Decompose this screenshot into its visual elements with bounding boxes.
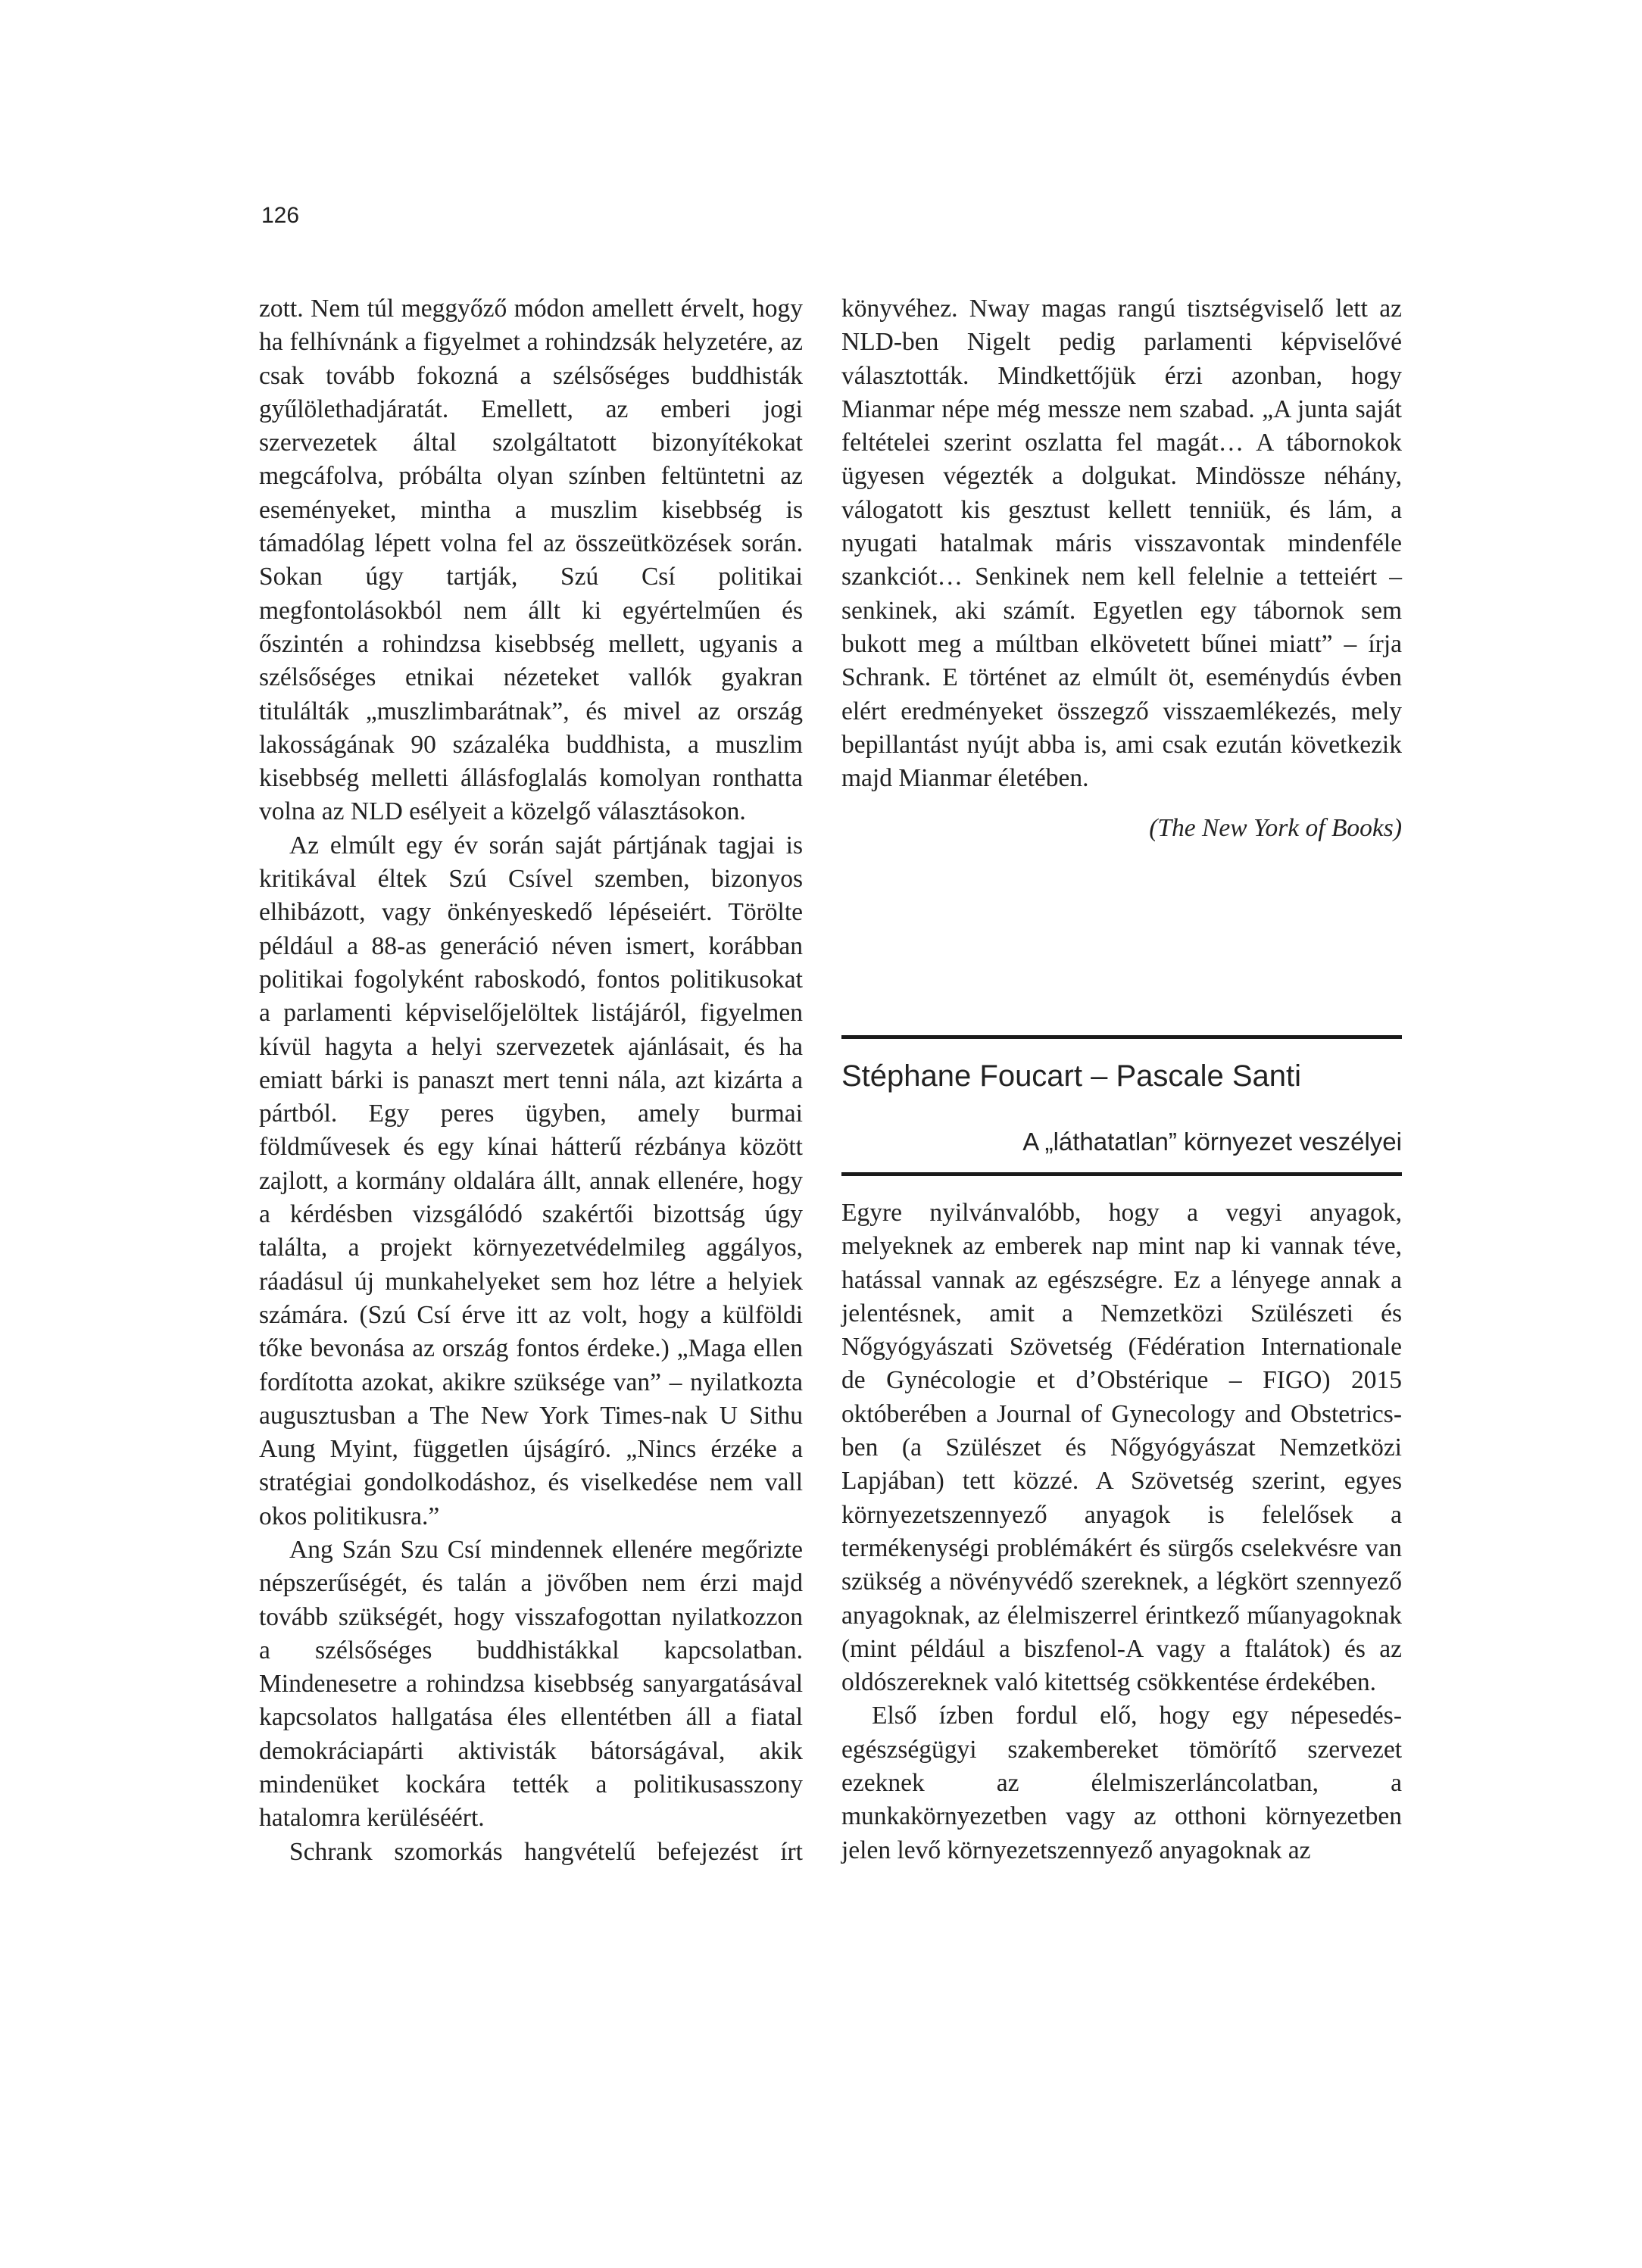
article-paragraph-2: Első ízben fordul elő, hogy egy népesedés-egészségügyi szakembereket tömörítő szervezet ezeknek az élelmiszerláncolatban, a munkakörnyezetben vagy az otthoni környezetben jelen levő környezetszennyező anyagoknak az (841, 1702, 1402, 1864)
top-rule (841, 1035, 1402, 1039)
article-body (841, 1196, 1402, 1867)
left-column (259, 292, 803, 1869)
article-title: A „láthatatlan” környezet veszélyei (1022, 1128, 1402, 1156)
left-paragraph-3: Ang Szán Szu Csí mindennek ellenére megőrizte népszerűségét, és talán a jövőben nem érzi majd tovább szükségét, hogy visszafogottan nyilatkozzon a szélsőséges buddhistákkal kapcsolatban. Mindenesetre a rohindzsa kisebbség sanyargatásával kapcsolatos hallgatása éles ellentétben áll a fiatal demokráciapárti aktivisták bátorságával, akik mindenüket kockára tették a politikusasszony hatalomra kerüléséért. (259, 1535, 803, 1833)
left-paragraph-1: zott. Nem túl meggyőző módon amellett érvelt, hogy ha felhívnánk a figyelmet a rohindzsák helyzetére, az csak tovább fokozná a szélsőséges buddhisták gyűlölethadjáratát. Emellett, az emberi jogi szervezetek által szolgáltatott bizonyítékokat megcáfolva, próbálta olyan színben feltüntetni az eseményeket, mintha a muszlim kisebbség is támadólag lépett volna fel az összeütközések során. Sokan úgy tartják, Szú Csí politikai megfontolásokból nem állt ki egyértelműen és őszintén a rohindzsa kisebbség mellett, ugyanis a szélsőséges etnikai nézeteket vallók gyakran titulálták „muszlimbarátnak”, és mivel az ország lakosságának 90 százaléka buddhista, a muszlim kisebbség melletti állásfoglalás komolyan ronthatta volna az NLD esélyeit a közelgő választásokon. (259, 295, 803, 826)
article-author: Stéphane Foucart – Pascale Santi (841, 1059, 1302, 1093)
left-paragraph-4: Schrank szomorkás hangvételű befejezést írt (289, 1837, 803, 1866)
article-paragraph-1: Egyre nyilvánvalóbb, hogy a vegyi anyagok, melyeknek az emberek nap mint nap ki vannak téve, hatással vannak az egészségre. Ez a lényege annak a jelentésnek, amit a Nemzetközi Szülészeti és Nőgyógyászati Szövetség (Fédération Internationale de Gynécologie et d’Obstérique – FIGO) 2015 októberében a Journal of Gynecology and Obstetrics-ben (a Szülészet és Nőgyógyászat Nemzetközi Lapjában) tett közzé. A Szövetség szerint, egyes környezetszennyező anyagok is felelősek a termékenységi problémákért és sürgős cselekvésre van szükség a növényvédő szereknek, a légkört szennyező anyagoknak, az élelmiszerrel érintkező műanyagoknak (mint például a biszfenol-A vagy a ftalátok) és az oldószereknek való kitettség csökkentése érdekében. (841, 1199, 1402, 1697)
bottom-rule (841, 1172, 1402, 1176)
source-citation: (The New York of Books) (1149, 814, 1402, 843)
article-header (841, 1035, 1402, 1176)
right-paragraph-1: könyvéhez. Nway magas rangú tisztségviselő lett az NLD-ben Nigelt pedig parlamenti képviselővé választották. Mindkettőjük érzi azonban, hogy Mianmar népe még messze nem szabad. „A junta saját feltételei szerint oszlatta fel magát… A tábornokok ügyesen végezték a dolgukat. Mindössze néhány, válogatott kis gesztust kellett tenniük, és lám, a nyugati hatalmak máris visszavontak mindenféle szankciót… Senkinek nem kell felelnie a tetteiért – senkinek, aki számít. Egyetlen egy tábornok sem bukott meg a múltban elkövetett bűnei miatt” – írja Schrank. E történet az elmúlt öt, eseménydús évben elért eredményeket összegző visszaemlékezés, mely bepillantást nyújt abba is, ami csak ezután következik majd Mianmar életében. (841, 295, 1402, 793)
page-number: 126 (261, 203, 300, 228)
right-column (841, 292, 1402, 846)
left-paragraph-2: Az elmúlt egy év során saját pártjának tagjai is kritikával éltek Szú Csível szemben, bizonyos elhibázott, vagy önkényeskedő lépéseiért. Törölte például a 88-as generáció néven ismert, korábban politikai fogolyként raboskodó, fontos politikusokat a parlamenti képviselőjelöltek listájáról, figyelmen kívül hagyta a helyi szervezetek ajánlásait, és ha emiatt bárki is panaszt mert tenni nála, azt kizárta a pártból. Egy peres ügyben, amely burmai földművesek és egy kínai hátterű rézbánya között zajlott, a kormány oldalára állt, annak ellenére, hogy a kérdésben vizsgálódó szakértői bizottság úgy találta, a projekt környezetvédelmileg aggályos, ráadásul új munkahelyeket sem hoz létre a helyiek számára. (Szú Csí érve itt az volt, hogy a külföldi tőke bevonása az ország fontos érdeke.) „Maga ellen fordította azokat, akikre szüksége van” – nyilatkozta augusztusban a The New York Times-nak U Sithu Aung Myint, független újságíró. „Nincs érzéke a stratégiai gondolkodáshoz, és viselkedése nem vall okos politikusra.” (259, 831, 803, 1530)
